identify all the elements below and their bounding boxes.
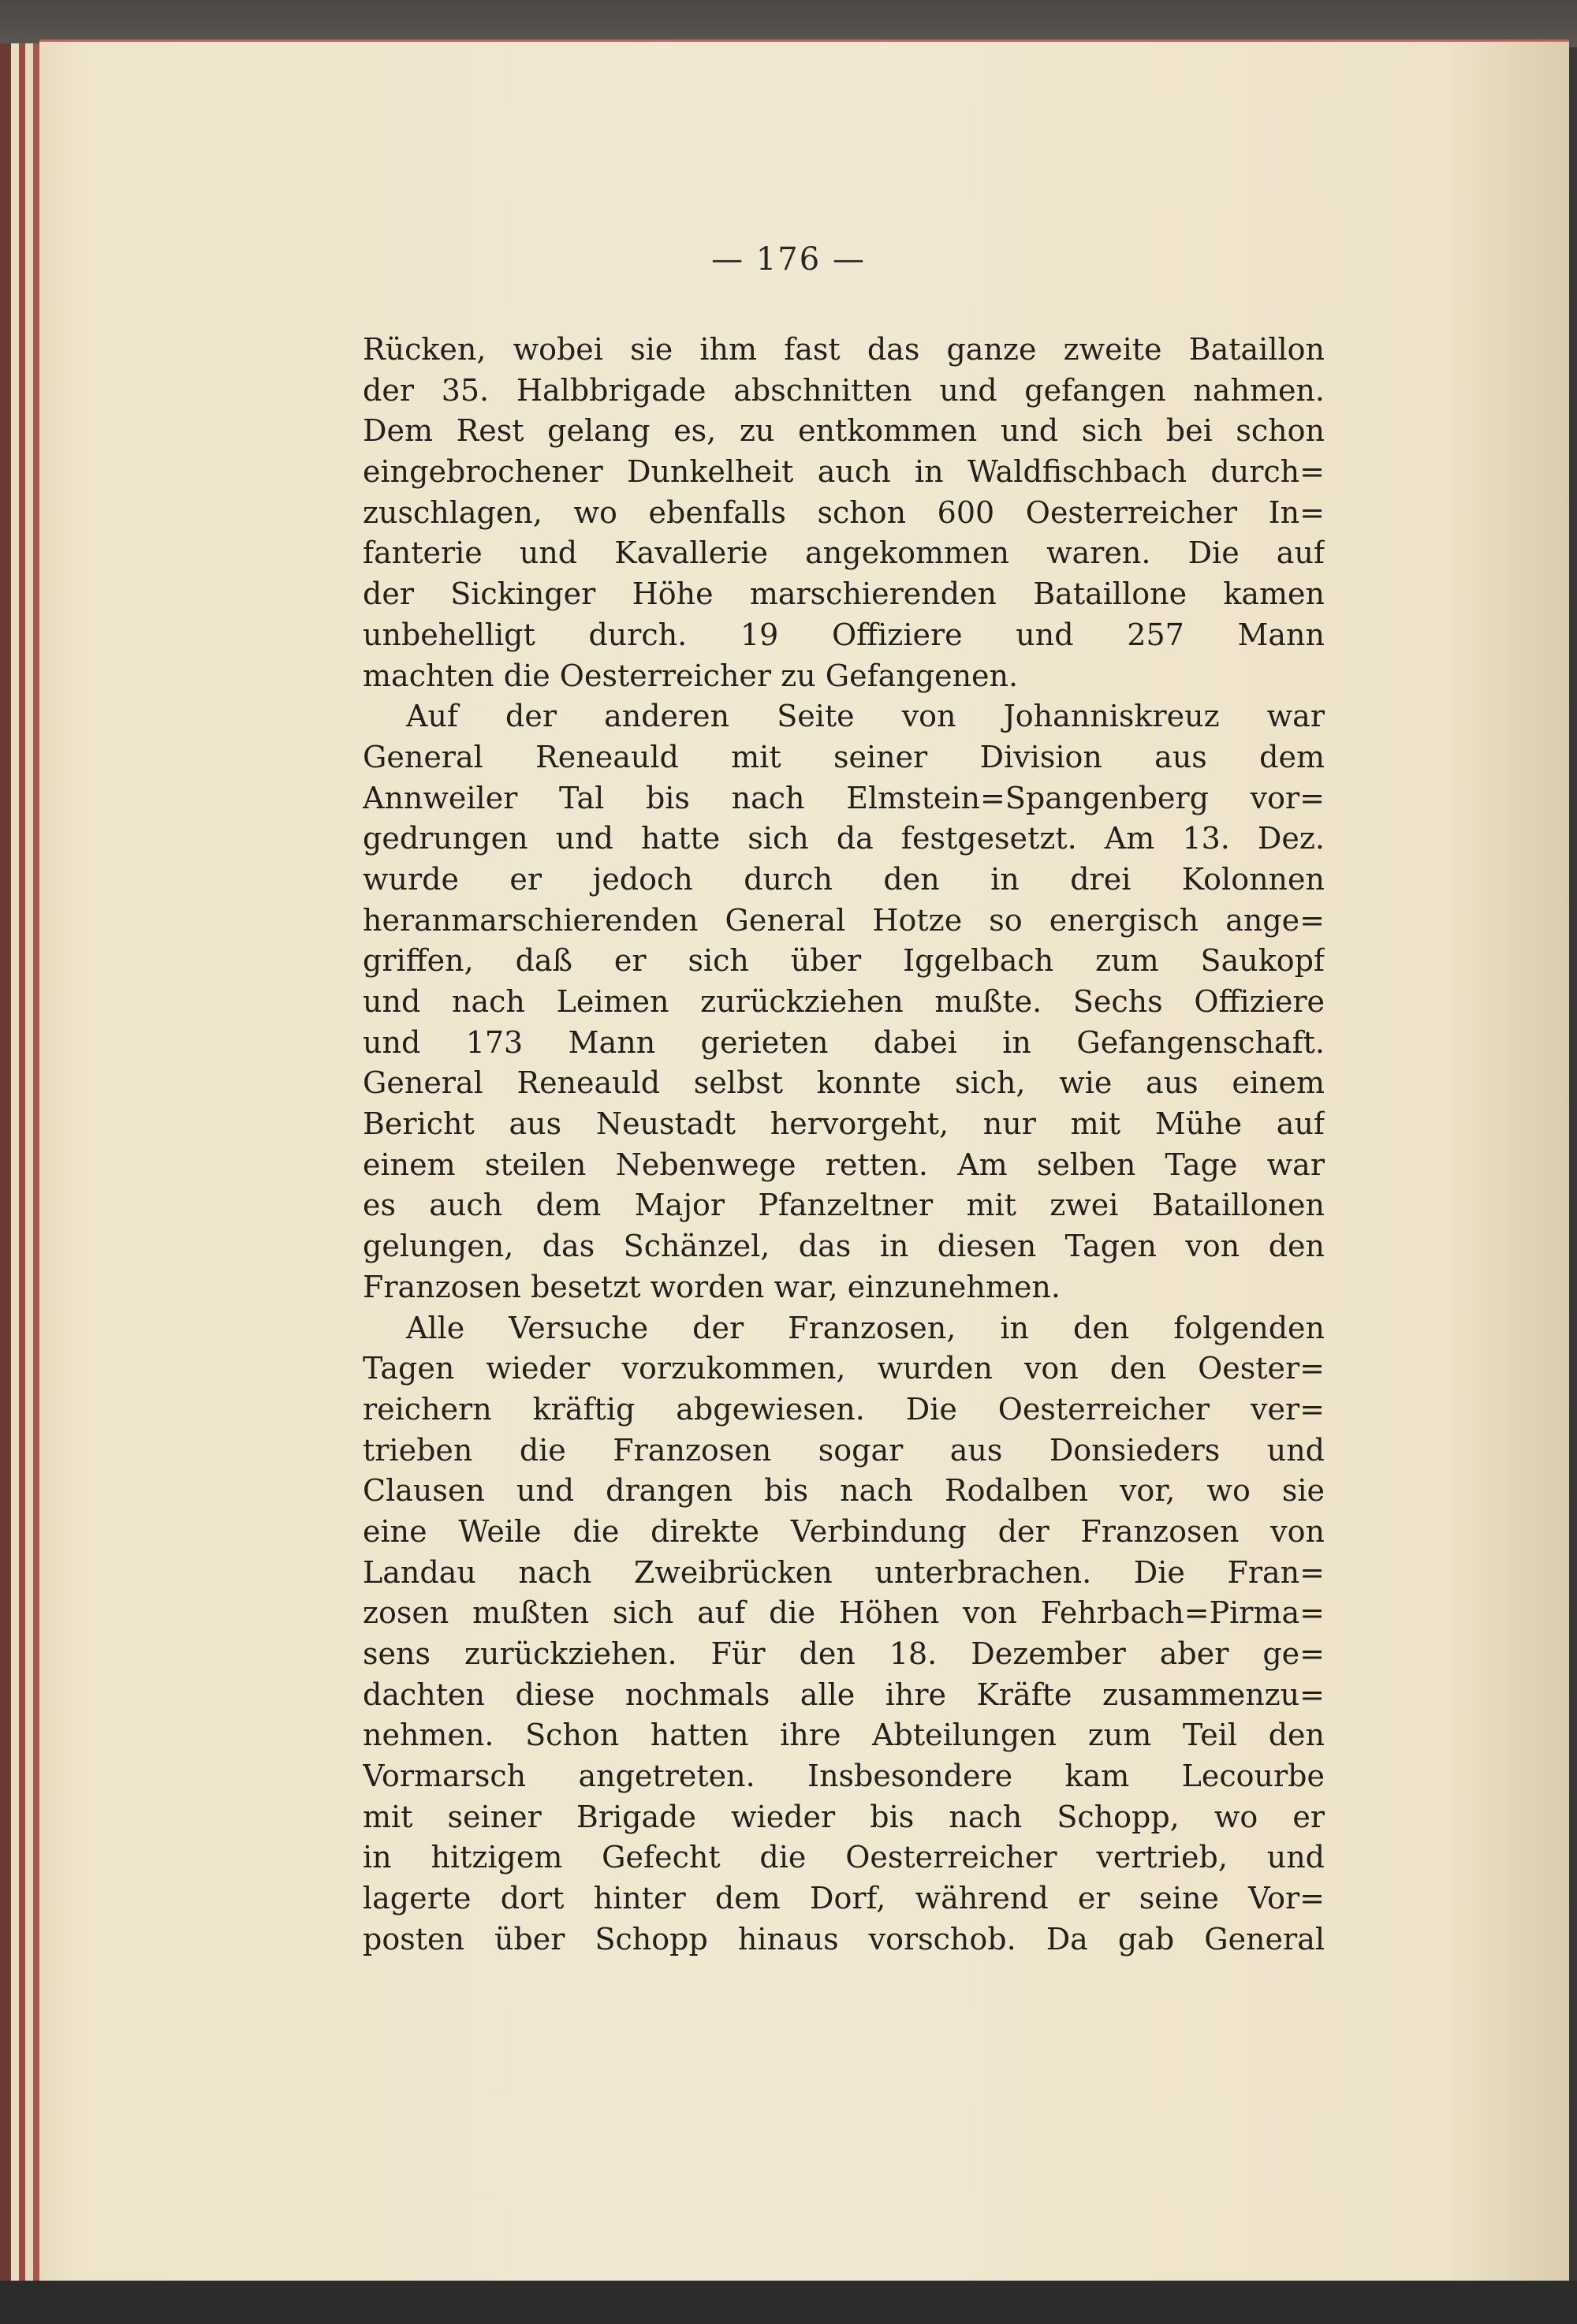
text-line: Clausen und drangen bis nach Rodalben vor, wo sie [363, 1473, 1325, 1509]
text-line: dachten diese nochmals alle ihre Kräfte zusammenzu= [363, 1677, 1325, 1712]
text-line: General Reneauld selbst konnte sich, wie aus einem [363, 1065, 1325, 1101]
book-edge [0, 43, 11, 2283]
text-line: trieben die Franzosen sogar aus Donsieders und [363, 1432, 1325, 1468]
text-line: sens zurückziehen. Für den 18. Dezember aber ge= [363, 1636, 1325, 1671]
text-line: machten die Oesterreicher zu Gefangenen. [363, 658, 1019, 693]
text-line: lagerte dort hinter dem Dorf, während er seine Vor= [363, 1881, 1325, 1916]
text-line: Vormarsch angetreten. Insbesondere kam Lecourbe [363, 1759, 1325, 1794]
text-line: Franzosen besetzt worden war, einzunehmen. [363, 1269, 1061, 1304]
text-line: posten über Schopp hinaus vorschob. Da gab General [363, 1921, 1325, 1957]
text-line: gedrungen und hatte sich da festgesetzt. Am 13. Dez. [363, 821, 1325, 856]
book-edge [19, 43, 25, 2283]
page-number: — 176 — [711, 241, 866, 278]
text-line: nehmen. Schon hatten ihre Abteilungen zum Teil den [363, 1718, 1325, 1753]
text-line: Auf der anderen Seite von Johanniskreuz war [406, 699, 1325, 734]
book-edge [11, 43, 19, 2283]
text-line: zuschlagen, wo ebenfalls schon 600 Oesterreicher In= [363, 494, 1325, 530]
text-line: einem steilen Nebenwege retten. Am selben Tage war [363, 1147, 1325, 1182]
text-line: Bericht aus Neustadt hervorgeht, nur mit Mühe auf [363, 1106, 1325, 1142]
text-line: Tagen wieder vorzukommen, wurden von den Oester= [363, 1351, 1325, 1386]
text-line: eingebrochener Dunkelheit auch in Waldfischbach durch= [363, 454, 1325, 490]
text-line: Alle Versuche der Franzosen, in den folgenden [406, 1310, 1325, 1345]
text-line: eine Weile die direkte Verbindung der Franzosen von [363, 1513, 1325, 1549]
text-line: mit seiner Brigade wieder bis nach Schopp, wo er [363, 1799, 1325, 1834]
body-text [363, 330, 1325, 1960]
text-line: reichern kräftig abgewiesen. Die Oesterreicher ver= [363, 1391, 1325, 1427]
text-line: griffen, daß er sich über Iggelbach zum Saukopf [363, 943, 1325, 979]
text-line: Annweiler Tal bis nach Elmstein=Spangenberg vor= [363, 780, 1325, 815]
text-line: General Reneauld mit seiner Division aus dem [363, 739, 1325, 774]
book-edge [33, 43, 39, 2283]
text-line: gelungen, das Schänzel, das in diesen Tagen von den [363, 1229, 1325, 1264]
text-line: und nach Leimen zurückziehen mußte. Sechs Offiziere [363, 984, 1325, 1019]
scan-bottom-edge [0, 2281, 1577, 2324]
text-line: und 173 Mann gerieten dabei in Gefangenschaft. [363, 1024, 1325, 1060]
text-line: heranmarschierenden General Hotze so energisch ange= [363, 902, 1325, 938]
book-edge [25, 43, 33, 2283]
text-line: Rücken, wobei sie ihm fast das ganze zweite Bataillon [363, 332, 1325, 367]
text-line: Dem Rest gelang es, zu entkommen und sich bei schon [363, 413, 1325, 449]
text-line: Landau nach Zweibrücken unterbrachen. Die Fran= [363, 1554, 1325, 1590]
text-line: es auch dem Major Pfanzeltner mit zwei Bataillonen [363, 1188, 1325, 1223]
text-line: fanterie und Kavallerie angekommen waren. Die auf [363, 535, 1325, 571]
text-line: der Sickinger Höhe marschierenden Bataillone kamen [363, 576, 1325, 612]
text-line: wurde er jedoch durch den in drei Kolonnen [363, 861, 1325, 897]
text-line: unbehelligt durch. 19 Offiziere und 257 Mann [363, 617, 1325, 652]
text-line: in hitzigem Gefecht die Oesterreicher vertrieb, und [363, 1840, 1325, 1875]
text-line: der 35. Halbbrigade abschnitten und gefangen nahmen. [363, 372, 1325, 408]
text-line: zosen mußten sich auf die Höhen von Fehrbach=Pirma= [363, 1595, 1325, 1631]
